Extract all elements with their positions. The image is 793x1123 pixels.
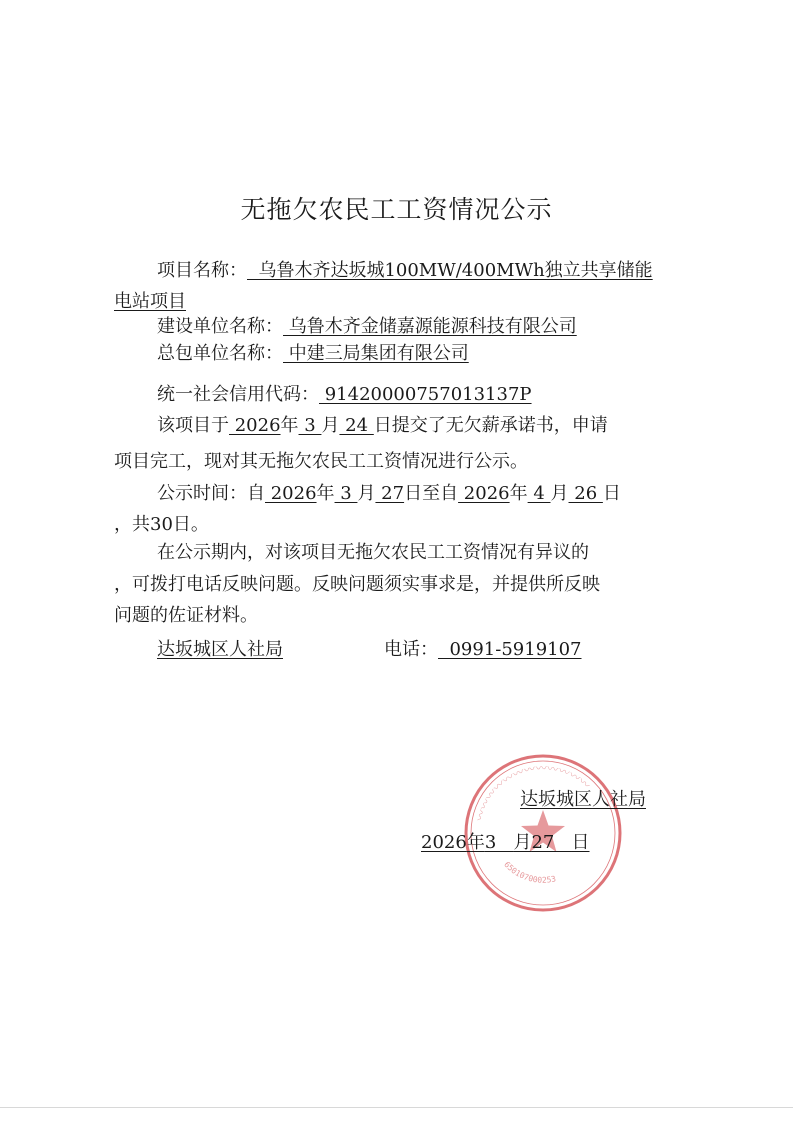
builder-name: 乌鲁木齐金储嘉源能源科技有限公司 <box>283 316 577 337</box>
contractor-name: 中建三局集团有限公司 <box>283 343 469 364</box>
period-month-char-2: 月 <box>550 483 569 504</box>
contractor-line <box>157 342 469 366</box>
period-year-char-1: 年 <box>316 483 335 504</box>
scan-edge-line <box>0 1107 793 1108</box>
period-prefix: 公示时间：自 <box>157 483 265 504</box>
objection-line-1: 在公示期内，对该项目无拖欠农民工工资情况有异议的 <box>157 542 589 563</box>
credit-line <box>157 383 532 407</box>
contact-org-name: 达坂城区人社局 <box>157 639 283 660</box>
signature-org-name: 达坂城区人社局 <box>520 789 646 810</box>
phone-number: 0991-5919107 <box>438 639 582 660</box>
objection-line-2: ，可拨打电话反映问题。反映问题须实事求是，并提供所反映 <box>114 574 600 595</box>
submit-suffix: 日提交了无欠薪承诺书，申请 <box>373 415 608 436</box>
project-line <box>157 259 653 283</box>
seal-arc-text: 〰〰〰〰〰〰〰〰〰〰〰〰 <box>473 761 593 823</box>
period-end-year: 2026 <box>458 483 510 504</box>
signature-date <box>421 831 590 855</box>
page-title: 无拖欠农民工工资情况公示 <box>240 195 553 224</box>
period-start-month: 3 <box>334 483 358 504</box>
builder-line <box>157 315 577 339</box>
date-month: 3 <box>484 832 514 853</box>
period-line <box>157 482 621 506</box>
contractor-label: 总包单位名称： <box>157 343 283 364</box>
submit-year-char: 年 <box>280 415 299 436</box>
period-line-2: ，共30日。 <box>114 514 209 535</box>
submit-line <box>157 414 608 438</box>
project-name-cont: 电站项目 <box>114 291 186 312</box>
period-start-day: 27 <box>375 483 405 504</box>
period-year-char-2: 年 <box>509 483 528 504</box>
date-year-char: 年 <box>466 832 485 853</box>
project-line-2 <box>114 290 186 314</box>
date-day: 27 <box>531 832 572 853</box>
submit-day: 24 <box>339 415 374 436</box>
contact-org <box>157 638 283 662</box>
project-label: 项目名称： <box>157 260 247 281</box>
period-day-char-2: 日 <box>602 483 621 504</box>
submit-month-char: 月 <box>321 415 340 436</box>
credit-label: 统一社会信用代码： <box>157 384 319 405</box>
objection-line-3: 问题的佐证材料。 <box>114 605 258 626</box>
phone-line <box>384 638 582 662</box>
date-year: 2026 <box>421 832 467 853</box>
date-day-char: 日 <box>571 832 590 853</box>
period-end-day: 26 <box>568 483 603 504</box>
date-month-char: 月 <box>513 832 532 853</box>
seal-number: 650107000253 <box>502 859 557 885</box>
phone-label: 电话： <box>384 639 438 660</box>
project-name: 乌鲁木齐达坂城100MW/400MWh独立共享储能 <box>247 260 653 281</box>
period-start-year: 2026 <box>265 483 317 504</box>
period-end-month: 4 <box>527 483 551 504</box>
credit-code: 91420000757013137P <box>319 384 532 405</box>
submit-year: 2026 <box>229 415 281 436</box>
signature-org <box>520 788 646 812</box>
submit-prefix: 该项目于 <box>157 415 229 436</box>
builder-label: 建设单位名称： <box>157 316 283 337</box>
period-mid: 日至自 <box>404 483 459 504</box>
period-month-char-1: 月 <box>357 483 376 504</box>
submit-month: 3 <box>298 415 322 436</box>
submit-line-2: 项目完工，现对其无拖欠农民工工资情况进行公示。 <box>114 451 528 472</box>
